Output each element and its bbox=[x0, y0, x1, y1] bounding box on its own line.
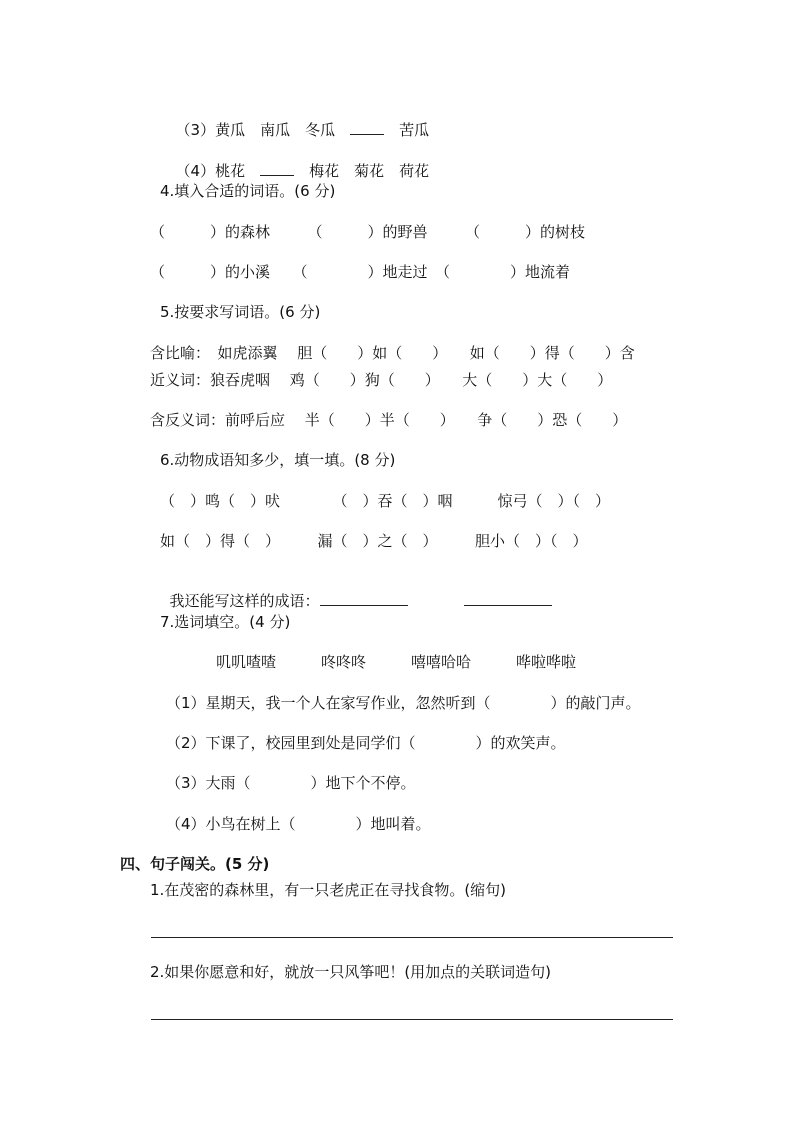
item-4-line bbox=[166, 141, 429, 181]
q6-row-3 bbox=[160, 571, 552, 611]
q6-heading: 6.动物成语知多少，填一填。(8 分) bbox=[160, 451, 396, 469]
item-3-text: （3）黄瓜 南瓜 冬瓜 bbox=[175, 121, 351, 139]
q7-item-4: （4）小鸟在树上（ ）地叫着。 bbox=[166, 815, 431, 833]
item-4-text: （4）桃花 bbox=[175, 162, 261, 180]
section-4-heading: 四、句子闯关。(5 分) bbox=[120, 855, 270, 873]
q7-options: 叽叽喳喳 咚咚咚 嘻嘻哈哈 哗啦哗啦 bbox=[216, 653, 577, 671]
q5-row-2: 近义词：狼吞虎咽 鸡（ ）狗（ ） 大（ ）大（ ） bbox=[150, 371, 613, 389]
item-4-blank[interactable] bbox=[260, 161, 294, 176]
q6-row-3-label: 我还能写这样的成语： bbox=[169, 592, 320, 610]
q6-row-1: （ ）鸣（ ）吠 （ ）吞（ ）咽 惊弓（ ）（ ） bbox=[160, 492, 611, 510]
idiom-blank-2[interactable] bbox=[464, 591, 552, 606]
item-3-tail: 苦瓜 bbox=[384, 121, 430, 139]
q7-item-3: （3）大雨（ ）地下个不停。 bbox=[166, 774, 416, 792]
q4-row-2: （ ）的小溪 （ ）地走过 （ ）地流着 bbox=[150, 263, 571, 281]
q6-row-2: 如（ ）得（ ） 漏（ ）之（ ） 胆小（ ）（ ） bbox=[160, 532, 588, 550]
item-3-line bbox=[166, 100, 429, 140]
section-4-q1: 1.在茂密的森林里，有一只老虎正在寻找食物。(缩句) bbox=[150, 881, 507, 899]
q4-heading: 4.填入合适的词语。(6 分) bbox=[160, 182, 336, 200]
q5-row-1: 含比喻： 如虎添翼 胆（ ）如（ ） 如（ ）得（ ）含 bbox=[150, 344, 635, 362]
q7-heading: 7.选词填空。(4 分) bbox=[160, 613, 291, 631]
q4-row-1: （ ）的森林 （ ）的野兽 （ ）的树枝 bbox=[150, 223, 586, 241]
q7-item-2: （2）下课了，校园里到处是同学们（ ）的欢笑声。 bbox=[166, 734, 566, 752]
item-3-blank[interactable] bbox=[350, 120, 384, 135]
answer-line-1[interactable] bbox=[151, 937, 673, 938]
item-4-tail: 梅花 菊花 荷花 bbox=[294, 162, 430, 180]
q7-item-1: （1）星期天，我一个人在家写作业，忽然听到（ ）的敲门声。 bbox=[166, 694, 641, 712]
section-4-q2: 2.如果你愿意和好，就放一只风筝吧！(用加点的关联词造句) bbox=[150, 963, 552, 981]
q5-row-3: 含反义词：前呼后应 半（ ）半（ ） 争（ ）恐（ ） bbox=[150, 411, 628, 429]
idiom-blank-1[interactable] bbox=[320, 591, 408, 606]
answer-line-2[interactable] bbox=[151, 1019, 673, 1020]
q5-heading: 5.按要求写词语。(6 分) bbox=[160, 303, 321, 321]
